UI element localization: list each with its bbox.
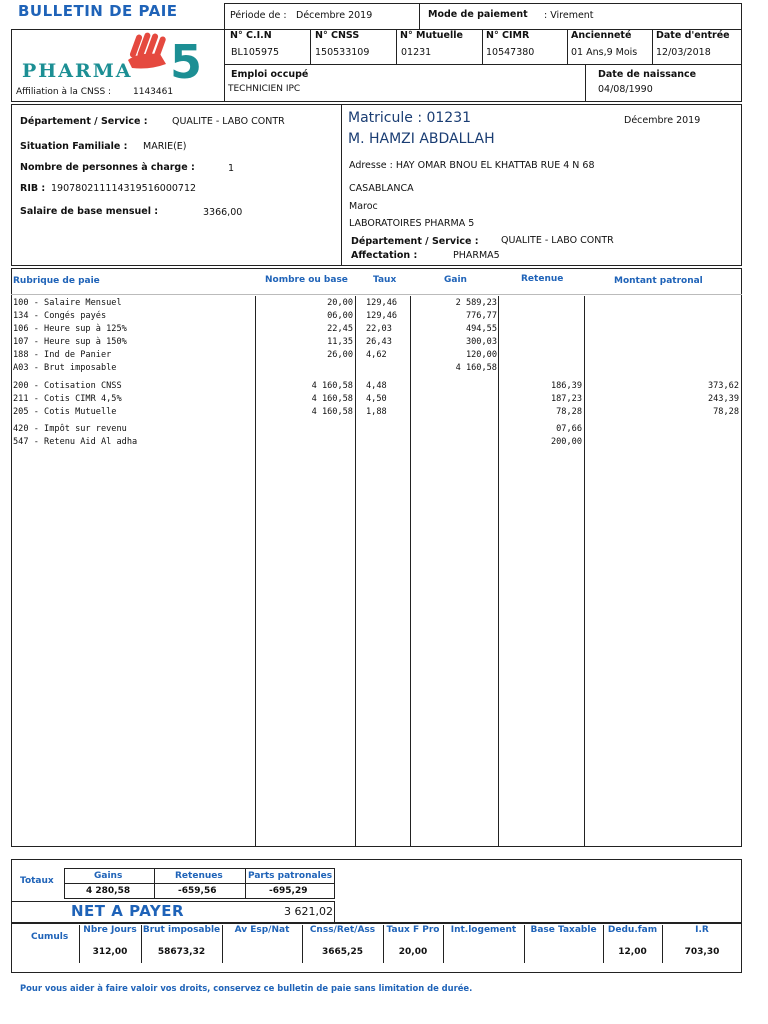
date-entree-label: Date d'entrée bbox=[656, 30, 730, 41]
cell-gain: 120,00 bbox=[465, 350, 497, 360]
cell-rubrique: 211 - Cotis CIMR 4,5% bbox=[13, 394, 122, 404]
date-entree-value: 12/03/2018 bbox=[656, 47, 711, 58]
col-sep-4 bbox=[498, 296, 499, 847]
employee-address: Adresse : HAY OMAR BNOU EL KHATTAB RUE 4 N 68 bbox=[349, 160, 595, 171]
totals-label: Totaux bbox=[20, 876, 54, 886]
employee-name: M. HAMZI ABDALLAH bbox=[348, 131, 495, 147]
totals-retenues-value: -659,56 bbox=[178, 886, 217, 896]
totals-retenues-label: Retenues bbox=[175, 871, 223, 881]
cell-nombre: 4 160,58 bbox=[311, 381, 353, 391]
cell-taux: 4,62 bbox=[366, 350, 387, 360]
totals-patronal-label: Parts patronales bbox=[248, 871, 333, 881]
header-taux: Taux bbox=[373, 275, 397, 285]
dependents-value: 1 bbox=[228, 163, 235, 174]
anciennete-label: Ancienneté bbox=[571, 30, 632, 41]
cumul-header: Base Taxable bbox=[530, 925, 597, 935]
job-value: TECHNICIEN IPC bbox=[228, 84, 301, 94]
payment-mode-value: : Virement bbox=[544, 10, 594, 21]
logo-text: PHARMA bbox=[22, 60, 133, 82]
cell-retenue: 186,39 bbox=[550, 381, 582, 391]
cimr-value: 10547380 bbox=[486, 47, 535, 58]
cimr-label: N° CIMR bbox=[486, 30, 530, 41]
anciennete-value: 01 Ans,9 Mois bbox=[571, 47, 638, 58]
cell-gain: 494,55 bbox=[465, 324, 497, 334]
period-value: Décembre 2019 bbox=[296, 10, 373, 21]
cell-patronal: 373,62 bbox=[707, 381, 739, 391]
cumuls-label: Cumuls bbox=[31, 932, 69, 942]
cell-retenue: 200,00 bbox=[550, 437, 582, 447]
cell-nombre: 11,35 bbox=[327, 337, 353, 347]
cell-gain: 4 160,58 bbox=[455, 363, 497, 373]
cnss-label: N° CNSS bbox=[315, 30, 360, 41]
header-patronal: Montant patronal bbox=[614, 276, 703, 286]
footer-note: Pour vous aider à faire valoir vos droits, conservez ce bulletin de paie sans limitation de durée. bbox=[20, 983, 473, 993]
salary-value: 3366,00 bbox=[203, 207, 243, 218]
cell-rubrique: 205 - Cotis Mutuelle bbox=[13, 407, 117, 417]
cell-nombre: 26,00 bbox=[327, 350, 353, 360]
cell-rubrique: 106 - Heure sup à 125% bbox=[13, 324, 127, 334]
cell-taux: 4,48 bbox=[366, 381, 387, 391]
cnss-value: 150533109 bbox=[315, 47, 370, 58]
job-label: Emploi occupé bbox=[231, 69, 309, 80]
cumul-header: I.R bbox=[695, 925, 709, 935]
cumul-header: Cnss/Ret/Ass bbox=[309, 925, 376, 935]
cumul-header: Brut imposable bbox=[142, 925, 221, 935]
cumul-value: 12,00 bbox=[618, 947, 647, 957]
family-label: Situation Familiale : bbox=[20, 141, 128, 152]
employee-company: LABORATOIRES PHARMA 5 bbox=[349, 218, 475, 229]
cumul-header: Taux F Pro bbox=[386, 925, 440, 935]
cell-taux: 22,03 bbox=[366, 324, 392, 334]
cell-rubrique: 200 - Cotisation CNSS bbox=[13, 381, 122, 391]
affectation-value: PHARMA5 bbox=[453, 250, 500, 261]
cell-patronal: 78,28 bbox=[713, 407, 739, 417]
header-retenue: Retenue bbox=[521, 274, 564, 284]
cell-gain: 300,03 bbox=[465, 337, 497, 347]
cell-gain: 2 589,23 bbox=[455, 298, 497, 308]
cell-rubrique: 134 - Congés payés bbox=[13, 311, 107, 321]
totals-patronal-value: -695,29 bbox=[269, 886, 308, 896]
header-gain: Gain bbox=[444, 275, 467, 285]
cumul-header: Dedu.fam bbox=[607, 925, 658, 935]
affiliation-label: Affiliation à la CNSS : bbox=[16, 87, 112, 97]
totals-gains-label: Gains bbox=[94, 871, 123, 881]
col-sep-1 bbox=[255, 296, 256, 847]
cell-rubrique: 107 - Heure sup à 150% bbox=[13, 337, 127, 347]
doc-title: BULLETIN DE PAIE bbox=[18, 2, 178, 20]
header-rubrique: Rubrique de paie bbox=[13, 276, 100, 286]
mutuelle-value: 01231 bbox=[401, 47, 432, 58]
cell-retenue: 07,66 bbox=[556, 424, 582, 434]
cell-taux: 4,50 bbox=[366, 394, 387, 404]
employee-department-value: QUALITE - LABO CONTR bbox=[501, 235, 614, 246]
cell-rubrique: A03 - Brut imposable bbox=[13, 363, 117, 373]
birth-label: Date de naissance bbox=[598, 69, 697, 80]
dependents-label: Nombre de personnes à charge : bbox=[20, 162, 195, 173]
logo-number: 5 bbox=[170, 35, 203, 82]
cell-nombre: 20,00 bbox=[327, 298, 353, 308]
net-value: 3 621,02 bbox=[284, 905, 333, 918]
cumul-value: 58673,32 bbox=[157, 947, 206, 957]
cumul-value: 703,30 bbox=[684, 947, 720, 957]
left-department-label: Département / Service : bbox=[20, 116, 148, 127]
cell-nombre: 06,00 bbox=[327, 311, 353, 321]
cumul-value: 3665,25 bbox=[322, 947, 363, 957]
cell-rubrique: 188 - Ind de Panier bbox=[13, 350, 112, 360]
cumul-value: 312,00 bbox=[92, 947, 128, 957]
cin-value: BL105975 bbox=[231, 47, 280, 58]
header-nombre: Nombre ou base bbox=[265, 275, 348, 285]
cell-retenue: 187,23 bbox=[550, 394, 582, 404]
salary-label: Salaire de base mensuel : bbox=[20, 206, 159, 217]
mutuelle-label: N° Mutuelle bbox=[400, 30, 463, 41]
cell-retenue: 78,28 bbox=[556, 407, 582, 417]
totals-gains-value: 4 280,58 bbox=[86, 886, 131, 896]
rib-value: 190780211114319516000712 bbox=[51, 183, 197, 194]
cell-gain: 776,77 bbox=[465, 311, 497, 321]
cell-patronal: 243,39 bbox=[707, 394, 739, 404]
employee-period: Décembre 2019 bbox=[624, 115, 701, 126]
period-label: Période de : bbox=[230, 10, 287, 21]
col-sep-2 bbox=[355, 296, 356, 847]
cin-label: N° C.I.N bbox=[230, 30, 272, 41]
employee-city: CASABLANCA bbox=[349, 183, 414, 194]
cumul-header: Av Esp/Nat bbox=[234, 925, 290, 935]
cell-rubrique: 420 - Impôt sur revenu bbox=[13, 424, 127, 434]
affiliation-value: 1143461 bbox=[133, 87, 174, 97]
cell-rubrique: 100 - Salaire Mensuel bbox=[13, 298, 122, 308]
left-department-value: QUALITE - LABO CONTR bbox=[172, 116, 285, 127]
cell-taux: 26,43 bbox=[366, 337, 392, 347]
cell-nombre: 4 160,58 bbox=[311, 394, 353, 404]
employee-department-label: Département / Service : bbox=[351, 236, 479, 247]
birth-value: 04/08/1990 bbox=[598, 84, 653, 95]
cell-nombre: 4 160,58 bbox=[311, 407, 353, 417]
col-sep-5 bbox=[584, 296, 585, 847]
family-value: MARIE(E) bbox=[143, 141, 187, 152]
cell-rubrique: 547 - Retenu Aid Al adha bbox=[13, 437, 138, 447]
net-label: NET A PAYER bbox=[71, 902, 185, 920]
cell-taux: 1,88 bbox=[366, 407, 387, 417]
col-sep-3 bbox=[410, 296, 411, 847]
affectation-label: Affectation : bbox=[351, 250, 418, 261]
cumul-header: Int.logement bbox=[450, 925, 517, 935]
cumul-value: 20,00 bbox=[398, 947, 428, 957]
matricule: Matricule : 01231 bbox=[348, 110, 472, 126]
cell-taux: 129,46 bbox=[366, 311, 398, 321]
rib-label: RIB : bbox=[20, 183, 46, 194]
employee-country: Maroc bbox=[349, 201, 378, 212]
cell-nombre: 22,45 bbox=[327, 324, 353, 334]
cell-taux: 129,46 bbox=[366, 298, 398, 308]
payment-mode-label: Mode de paiement bbox=[428, 9, 528, 20]
cumul-header: Nbre Jours bbox=[83, 925, 137, 935]
